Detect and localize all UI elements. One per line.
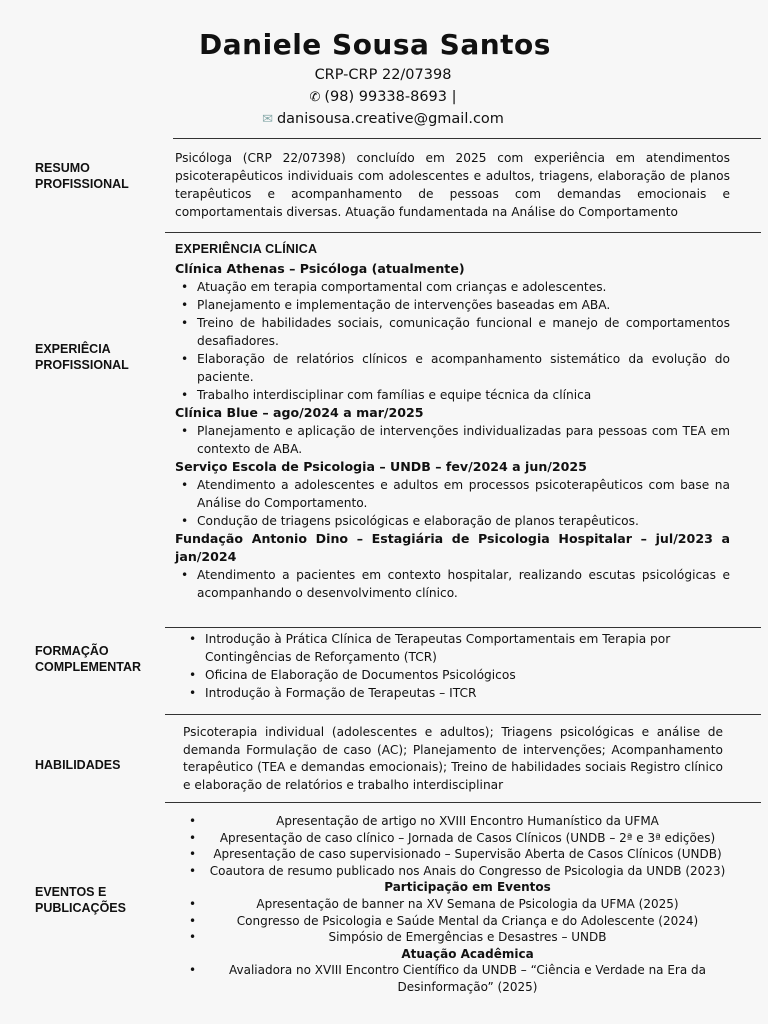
list-item: • Atendimento a pacientes em contexto hospitalar, realizando escutas psicológicas e acompanhando o desenvolvimento clínico.	[175, 566, 730, 602]
job-title: Fundação Antonio Dino – Estagiária de Psicologia Hospitalar – jul/2023 a jan/2024	[175, 531, 730, 564]
section-label-training: FORMAÇÃO COMPLEMENTAR	[35, 644, 142, 674]
experience-subtitle: EXPERIÊNCIA CLÍNICA	[175, 242, 318, 256]
email-line	[0, 111, 766, 127]
job-title: Serviço Escola de Psicologia – UNDB – fev/2024 a jun/2025	[175, 459, 587, 474]
phone-icon: ✆	[309, 90, 321, 105]
summary-text: Psicóloga (CRP 22/07398) concluído em 2025 com experiência em atendimentos psicoterapêuticos individuais com adolescentes e adultos, triagens, elaboração de planos terapêuticos e acompanhamento de pessoas com demandas emocionais e comportamentais diversas. Atuação fundamentada na Análise do Comportamento	[175, 151, 730, 219]
list-item: • Trabalho interdisciplinar com famílias e equipe técnica da clínica	[175, 386, 730, 404]
list-item: • Coautora de resumo publicado nos Anais do Congresso de Psicologia da UNDB (2023)	[175, 863, 760, 880]
mail-icon: ✉	[262, 112, 273, 127]
publications-list	[175, 813, 760, 879]
list-item: • Oficina de Elaboração de Documentos Psicológicos	[183, 666, 710, 684]
job-items	[175, 566, 730, 602]
divider	[165, 627, 761, 628]
list-item: • Introdução à Formação de Terapeutas – ITCR	[183, 684, 710, 702]
list-item: • Apresentação de artigo no XVIII Encontro Humanístico da UFMA	[175, 813, 760, 830]
list-item: • Apresentação de banner na XV Semana de Psicologia da UFMA (2025)	[175, 896, 760, 913]
participation-list	[175, 896, 760, 946]
academic-list	[175, 962, 760, 995]
list-item: • Planejamento e aplicação de intervenções individualizadas para pessoas com TEA em contexto de ABA.	[175, 422, 730, 458]
email-address: danisousa.creative@gmail.com	[276, 111, 504, 127]
crp-number: CRP-CRP 22/07398	[314, 67, 452, 83]
divider	[165, 714, 761, 715]
divider	[173, 138, 761, 139]
events-section	[175, 813, 760, 996]
skills-text: Psicoterapia individual (adolescentes e adultos); Triagens psicológicas e análise de demanda Formulação de caso (AC); Planejamento de intervenções; Acompanhamento terapêutico (TEA e demandas emocionais); Treino de habilidades sociais Registro clínico e elaboração de relatórios e trabalho interdisciplinar	[183, 725, 723, 792]
list-item: • Elaboração de relatórios clínicos e acompanhamento sistemático da evolução do paciente.	[175, 350, 730, 386]
phone-line	[0, 89, 766, 105]
list-item: • Simpósio de Emergências e Desastres – UNDB	[175, 929, 760, 946]
training-section	[183, 630, 710, 702]
phone-number: (98) 99338-8693 |	[324, 89, 457, 105]
job-items	[175, 278, 730, 404]
job-items	[175, 422, 730, 458]
experience-section	[175, 240, 730, 602]
list-item: • Atendimento a adolescentes e adultos em processos psicoterapêuticos com base na Análise do Comportamento.	[175, 476, 730, 512]
job-items	[175, 476, 730, 530]
section-label-summary: RESUMO PROFISSIONAL	[35, 161, 129, 191]
section-label-events: EVENTOS E PUBLICAÇÕES	[35, 885, 126, 915]
divider	[165, 232, 761, 233]
list-item: • Planejamento e implementação de intervenções baseadas em ABA.	[175, 296, 730, 314]
participation-heading: Participação em Eventos	[384, 880, 551, 895]
section-label-skills: HABILIDADES	[35, 758, 121, 772]
list-item: • Avaliadora no XVIII Encontro Científico da UNDB – “Ciência e Verdade na Era da Desinformação” (2025)	[175, 962, 760, 995]
job-title: Clínica Athenas – Psicóloga (atualmente)	[175, 261, 465, 276]
list-item: • Treino de habilidades sociais, comunicação funcional e manejo de comportamentos desafiadores.	[175, 314, 730, 350]
list-item: • Atuação em terapia comportamental com crianças e adolescentes.	[175, 278, 730, 296]
academic-heading: Atuação Acadêmica	[401, 946, 534, 961]
list-item: • Congresso de Psicologia e Saúde Mental da Criança e do Adolescente (2024)	[175, 913, 760, 930]
training-items	[183, 630, 710, 702]
list-item: • Introdução à Prática Clínica de Terapeutas Comportamentais em Terapia por Contingências de Reforçamento (TCR)	[183, 630, 710, 666]
divider	[165, 802, 761, 803]
list-item: • Apresentação de caso clínico – Jornada de Casos Clínicos (UNDB – 2ª e 3ª edições)	[175, 830, 760, 847]
job-title: Clínica Blue – ago/2024 a mar/2025	[175, 405, 424, 420]
list-item: • Condução de triagens psicológicas e elaboração de planos terapêuticos.	[175, 512, 730, 530]
list-item: • Apresentação de caso supervisionado – Supervisão Aberta de Casos Clínicos (UNDB)	[175, 846, 760, 863]
section-label-experience: EXPERIÊCIA PROFISSIONAL	[35, 342, 129, 372]
candidate-name: Daniele Sousa Santos	[199, 28, 551, 61]
